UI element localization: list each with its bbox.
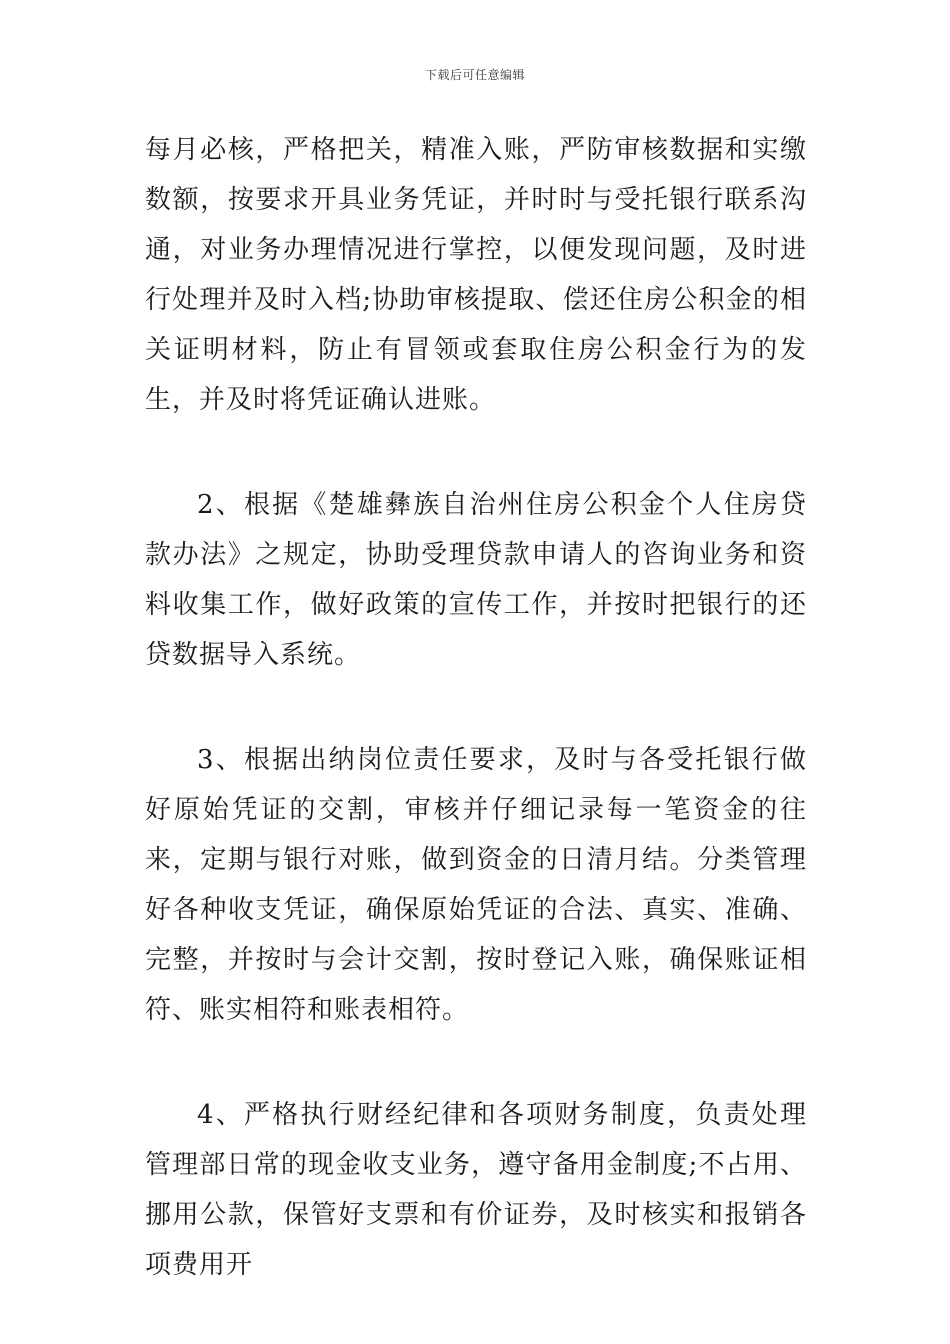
paragraph-3: 3、根据出纳岗位责任要求，及时与各受托银行做好原始凭证的交割，审核并仔细记录每一笔资金的往来，定期与银行对账，做到资金的日清月结。分类管理好各种收支凭证，确保原始凭证的合法、真实、准确、完整，并按时与会计交割，按时登记入账，确保账证相符、账实相符和账表相符。 — [145, 745, 807, 1025]
paragraph-gap — [145, 680, 807, 735]
paragraph-gap — [145, 425, 807, 480]
paragraph-2: 2、根据《楚雄彝族自治州住房公积金个人住房贷款办法》之规定，协助受理贷款申请人的咨询业务和资料收集工作，做好政策的宣传工作，并按时把银行的还贷数据导入系统。 — [145, 490, 807, 670]
paragraph-gap — [145, 1035, 807, 1090]
paragraph-4: 4、严格执行财经纪律和各项财务制度，负责处理管理部日常的现金收支业务，遵守备用金制度;不占用、挪用公款，保管好支票和有价证券，及时核实和报销各项费用开 — [145, 1100, 807, 1280]
paragraph-1: 每月必核，严格把关，精准入账，严防审核数据和实缴数额，按要求开具业务凭证，并时时与受托银行联系沟通，对业务办理情况进行掌控，以便发现问题，及时进行处理并及时入档;协助审核提取、偿还住房公积金的相关证明材料，防止有冒领或套取住房公积金行为的发生，并及时将凭证确认进账。 — [145, 135, 807, 415]
page-header-note: 下载后可任意编辑 — [424, 68, 525, 82]
document-body — [145, 125, 807, 1290]
